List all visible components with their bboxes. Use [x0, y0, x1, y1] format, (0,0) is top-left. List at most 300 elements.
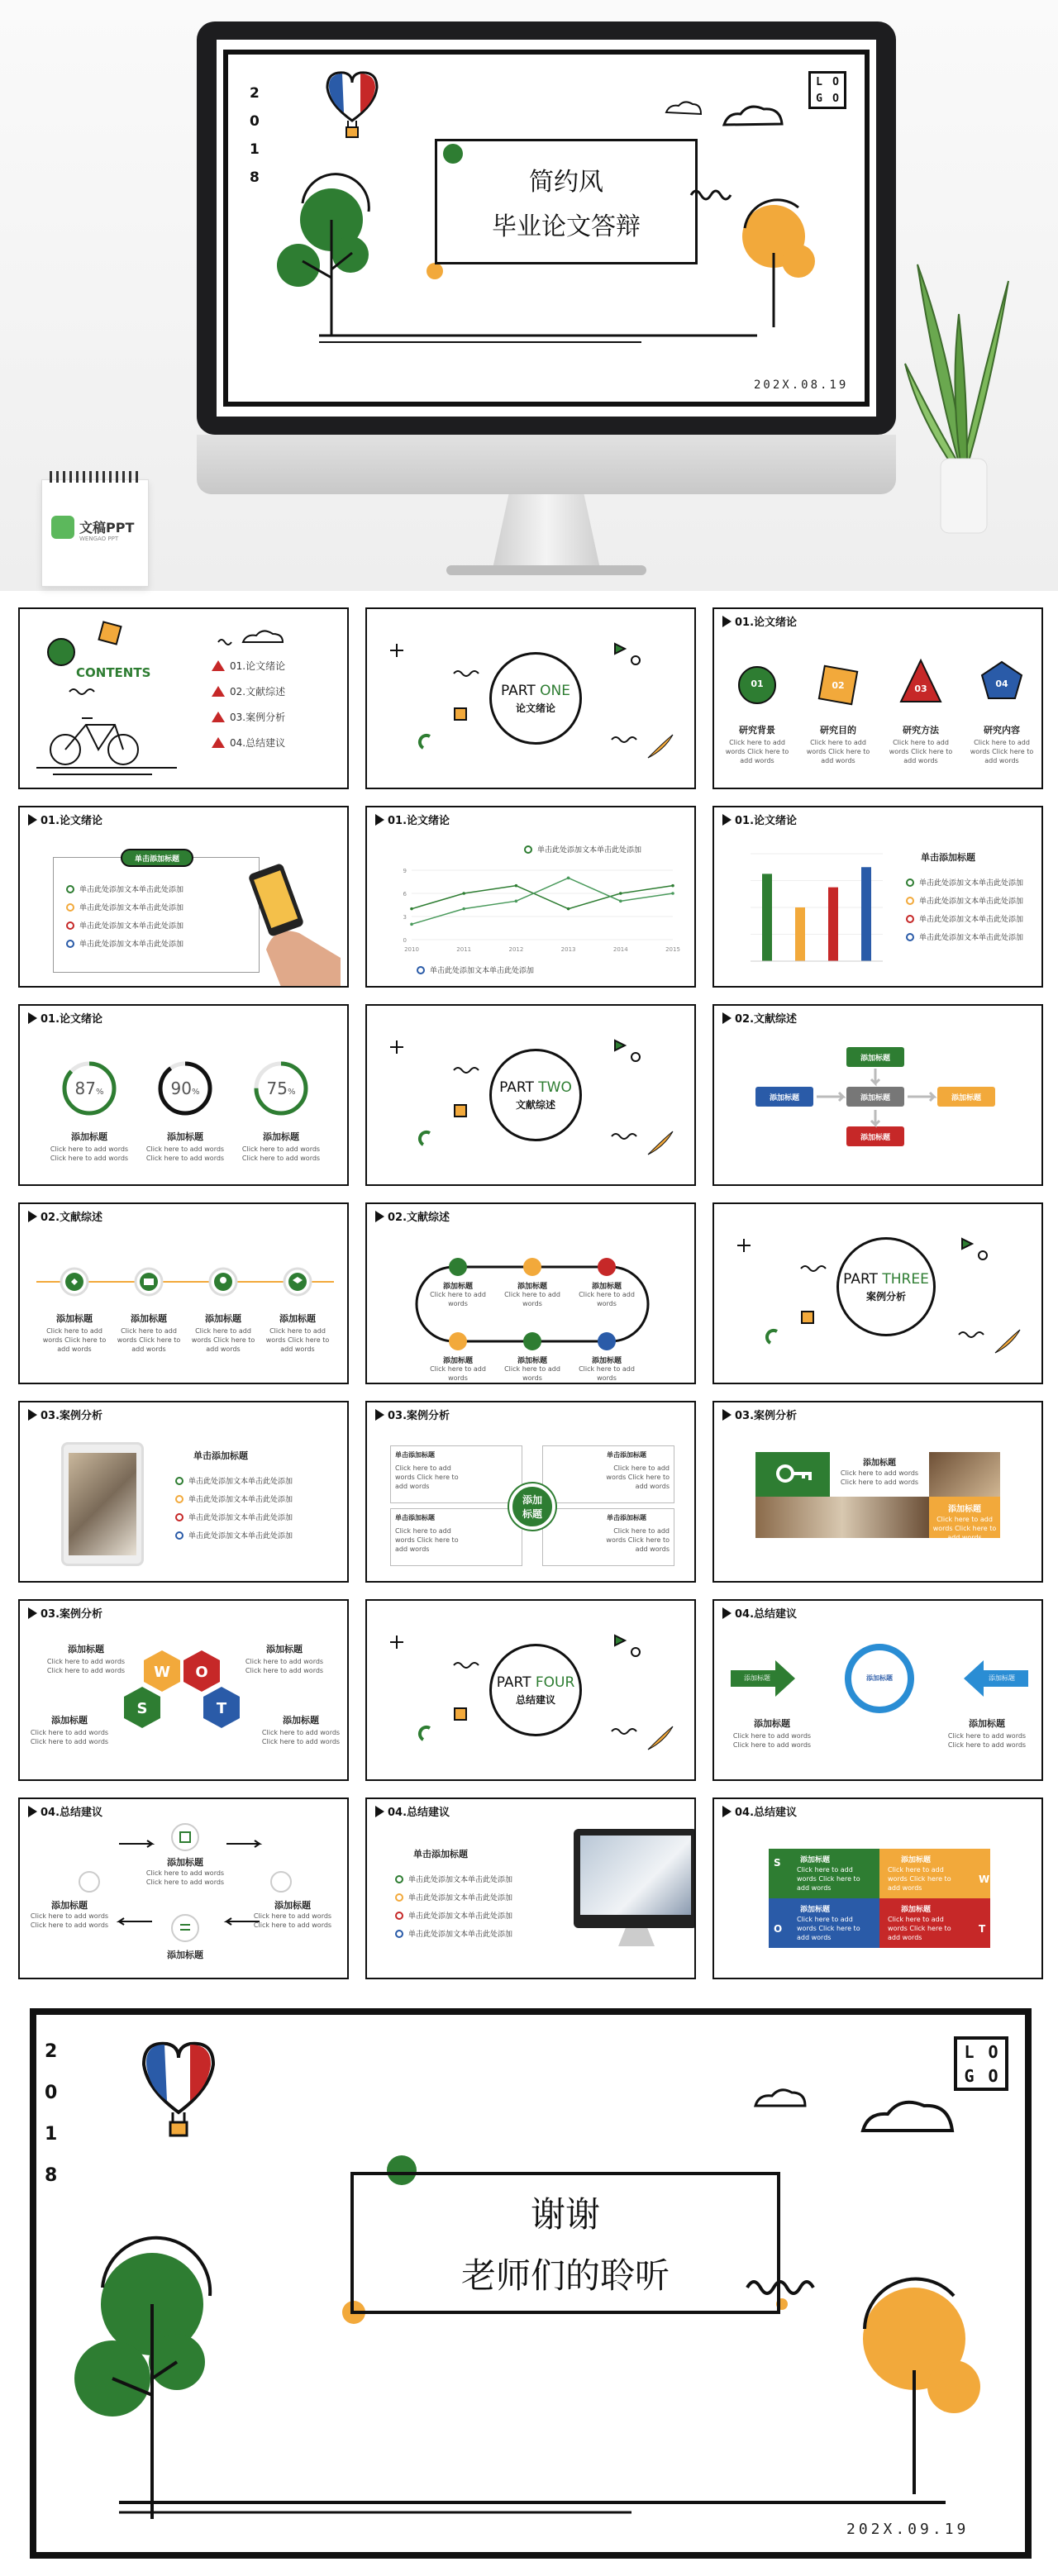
swot-cell-desc: Click here to add words Click here to add words [797, 1916, 860, 1941]
ring-label: 添加标题 [263, 1131, 299, 1142]
contents-list [212, 659, 344, 761]
legend-dot [417, 966, 425, 974]
bar [861, 867, 871, 961]
slide-intro-rings [18, 1004, 349, 1186]
play-icon [375, 1806, 384, 1817]
swot-label: 添加标题 [68, 1644, 104, 1655]
monitor-foot [446, 565, 646, 575]
bullet-dot [175, 1513, 183, 1521]
tablet-photo [61, 1442, 144, 1566]
bullet-dot [906, 915, 914, 923]
list-item [66, 920, 183, 931]
part-title-a: PART [843, 1270, 883, 1288]
swot-letter: S [136, 1700, 148, 1717]
loop-label: 添加标题 [442, 1357, 473, 1365]
imac-screen [580, 1836, 691, 1915]
calendar-sub: WENGAO PPT [79, 536, 119, 542]
orange-dot-decoration [427, 263, 443, 279]
cover-slide [223, 50, 870, 407]
list-item [395, 1928, 512, 1939]
monitor [197, 21, 896, 435]
hero-section [0, 0, 1058, 591]
x-tick-label: 2012 [508, 946, 524, 953]
swot-letter: O [774, 1923, 783, 1935]
loop-desc: Click here to add words [579, 1291, 635, 1307]
shape-number: 01 [751, 679, 764, 689]
plant-icon [901, 248, 1025, 545]
case-box-desc: Click here to add words Click here to add words [395, 1464, 459, 1490]
part-title [843, 1271, 929, 1288]
list-item [906, 931, 1023, 942]
list-item [395, 1910, 512, 1921]
timeline-desc: Click here to add words Click here to add words [117, 1327, 181, 1353]
list-item-text: 单击此处添加文本单击此处添加 [408, 1912, 513, 1921]
slide-part-two [365, 1004, 696, 1186]
series-point [515, 884, 518, 888]
shape-label: 研究方法 [903, 725, 939, 736]
flow-bottom-box: 添加标题 [846, 1126, 904, 1146]
bullet-dot [66, 921, 74, 930]
green-tree-icon [74, 2238, 210, 2519]
bullet-dot [906, 897, 914, 905]
triangle-icon [212, 737, 225, 748]
part-title-b: THREE [882, 1270, 929, 1288]
swot-desc: Click here to add words Click here to add words [46, 1658, 126, 1674]
cover-title-line1: 简约风 [529, 168, 603, 197]
bullet-dot [395, 1893, 403, 1902]
cycle-label: 添加标题 [51, 1900, 88, 1911]
calendar-logo-icon [51, 516, 74, 539]
thanks-line2: 老师们的聆听 [460, 2255, 670, 2296]
key-panel [755, 1452, 830, 1497]
percent-value [152, 1078, 218, 1098]
swot-letter: W [979, 1874, 990, 1885]
contents-item-label: 03.案例分析 [230, 712, 286, 723]
list-item-text: 单击此处添加文本单击此处添加 [79, 922, 184, 931]
imac-icon [574, 1829, 696, 1928]
loop-desc: Click here to add words [504, 1365, 560, 1382]
percent-value [248, 1078, 314, 1098]
cycle-label: 添加标题 [167, 1857, 203, 1868]
part-title-b: FOUR [535, 1674, 575, 1691]
bullet-dot [66, 940, 74, 948]
case-photo-desc: Click here to add words Click here to add words [932, 1516, 997, 1541]
list-item-text: 单击此处添加文本单击此处添加 [79, 904, 184, 912]
contents-item-label: 01.论文绪论 [230, 660, 286, 672]
slide-summary-cycle [18, 1797, 349, 1979]
contents-item[interactable] [212, 659, 344, 673]
green-tree-icon [277, 174, 369, 336]
title-badge: 单击添加标题 [121, 849, 193, 867]
contents-item[interactable] [212, 684, 344, 698]
series-line [412, 878, 673, 924]
year-digit: 2 [45, 2041, 58, 2062]
play-icon [28, 814, 37, 826]
logo-letter: O [988, 2041, 998, 2062]
slide-header-label: 03.案例分析 [41, 1608, 103, 1621]
y-tick-label: 6 [403, 891, 407, 898]
ring-desc: Click here to add words Click here to add words [50, 1145, 129, 1162]
cycle-desc: Click here to add words Click here to add words [253, 1912, 332, 1929]
slide-header-label: 01.论文绪论 [735, 815, 798, 827]
percent-unit: % [95, 1088, 104, 1097]
bullet-list [395, 1874, 512, 1946]
loop-desc: Click here to add words [430, 1365, 486, 1382]
bullet-dot [395, 1930, 403, 1938]
triangle-icon [212, 660, 225, 671]
x-tick-label: 2011 [456, 946, 472, 953]
summary-desc: Click here to add words Click here to add words [732, 1732, 812, 1749]
orange-tree-icon [742, 200, 815, 327]
list-item [395, 1874, 512, 1884]
loop-desc: Click here to add words [504, 1291, 560, 1307]
case-box-title: 单击添加标题 [607, 1451, 646, 1459]
slide-intro-phone [18, 806, 349, 988]
swot-cell-label: 添加标题 [800, 1856, 831, 1864]
bullet-dot [175, 1531, 183, 1540]
slide-intro-4 [712, 607, 1043, 789]
contents-item[interactable] [212, 736, 344, 750]
shape-number: 02 [832, 680, 845, 691]
list-item-text: 单击此处添加文本单击此处添加 [919, 879, 1024, 888]
bullet-list [906, 877, 1023, 950]
loop-label: 添加标题 [442, 1283, 473, 1291]
swot-letter: O [195, 1664, 208, 1681]
series-point [410, 907, 413, 911]
list-item [175, 1512, 293, 1522]
slide-case-photo [712, 1401, 1043, 1583]
bullet-dot [66, 903, 74, 912]
balloon-icon [144, 2044, 213, 2136]
series-point [462, 892, 465, 895]
loop-label: 添加标题 [517, 1283, 547, 1291]
shape-label: 研究背景 [739, 725, 775, 736]
swot-cell-label: 添加标题 [901, 1906, 932, 1914]
part-title-a: PART [499, 1078, 539, 1096]
play-icon [28, 1409, 37, 1421]
part-title-a: PART [496, 1674, 536, 1691]
contents-item-label: 04.总结建议 [230, 737, 286, 749]
part-circle [489, 652, 582, 745]
year-digit: 0 [250, 113, 260, 130]
slide-header [722, 1803, 797, 1819]
flow-right-box: 添加标题 [937, 1087, 995, 1107]
logo-letter: O [988, 2065, 998, 2086]
slide-header-label: 04.总结建议 [735, 1608, 798, 1621]
series-point [671, 884, 674, 888]
slide-header-label: 04.总结建议 [735, 1807, 798, 1819]
loop-label: 添加标题 [517, 1357, 547, 1365]
summary-desc: Click here to add words Click here to add words [947, 1732, 1027, 1749]
part-circle [489, 1049, 582, 1141]
slide-review-loop [365, 1202, 696, 1384]
calendar-rings [50, 471, 141, 483]
case-box-desc: Click here to add words Click here to add words [606, 1464, 670, 1490]
list-item-text: 单击此处添加文本单击此处添加 [408, 1894, 513, 1902]
slide-review-flow [712, 1004, 1043, 1186]
case-box-title: 单击添加标题 [395, 1451, 435, 1459]
year-digit: 8 [45, 2165, 58, 2186]
case-center-circle: 添加 标题 [509, 1483, 555, 1530]
part-title [501, 683, 570, 699]
year-digit: 0 [45, 2083, 58, 2103]
case-title: 单击添加标题 [193, 1450, 248, 1461]
timeline-desc: Click here to add words Click here to add words [265, 1327, 330, 1353]
swot-label: 添加标题 [51, 1715, 88, 1726]
series-point [515, 900, 518, 903]
circle-center-label: 添加标题 [866, 1674, 893, 1682]
swot-cell-desc: Click here to add words Click here to add words [888, 1916, 951, 1941]
shape-label: 研究目的 [820, 725, 856, 736]
series-point [671, 892, 674, 895]
ring-desc: Click here to add words Click here to add words [145, 1145, 225, 1162]
swot-cell-desc: Click here to add words Click here to add words [888, 1866, 951, 1892]
slide-header [375, 812, 450, 827]
legend-dot [524, 845, 532, 854]
cover-date: 202X.08.19 [754, 379, 849, 392]
list-item-text: 单击此处添加文本单击此处添加 [188, 1478, 293, 1486]
play-icon [375, 1409, 384, 1421]
slide-header-label: 03.案例分析 [735, 1410, 798, 1422]
summary-label: 添加标题 [754, 1718, 790, 1729]
logo-letter: L [964, 2041, 975, 2062]
triangle-icon [212, 712, 225, 722]
slide-header-label: 02.文献综述 [41, 1212, 103, 1224]
ring-label: 添加标题 [71, 1131, 107, 1142]
slide-header [722, 1407, 797, 1422]
y-tick-label: 0 [403, 937, 407, 944]
ring-desc: Click here to add words Click here to add words [241, 1145, 321, 1162]
swot-letter: T [216, 1700, 227, 1717]
y-tick-label: 9 [403, 868, 407, 874]
list-item-text: 单击此处添加文本单击此处添加 [408, 1931, 513, 1939]
list-item-text: 单击此处添加文本单击此处添加 [79, 886, 184, 894]
play-icon [722, 1409, 732, 1421]
list-item-text: 单击此处添加文本单击此处添加 [79, 940, 184, 949]
play-icon [722, 1806, 732, 1817]
bullet-dot [175, 1495, 183, 1503]
contents-heading: CONTENTS [76, 665, 151, 680]
percent-number: 87 [74, 1078, 96, 1098]
x-tick-label: 2014 [612, 946, 628, 953]
monitor-screen [217, 40, 876, 417]
summary-label: 添加标题 [969, 1718, 1005, 1729]
slide-header-label: 01.论文绪论 [41, 1013, 103, 1026]
logo-letter: O [832, 75, 839, 88]
monitor-chin [197, 435, 896, 494]
contents-item-label: 02.文献综述 [230, 686, 286, 698]
slide-header [375, 1803, 450, 1819]
logo-letter: G [964, 2065, 975, 2086]
slide-header-label: 03.案例分析 [388, 1410, 450, 1422]
play-icon [375, 814, 384, 826]
bullet-list [66, 883, 183, 956]
case-box-title: 单击添加标题 [395, 1514, 435, 1521]
bar [828, 888, 838, 961]
thanks-line1: 谢谢 [530, 2194, 600, 2235]
slide-contents [18, 607, 349, 789]
swot-cell-label: 添加标题 [901, 1856, 932, 1864]
loop-label: 添加标题 [591, 1283, 622, 1291]
logo-letter: L [816, 75, 822, 88]
list-item [66, 902, 183, 912]
slide-header [722, 812, 797, 827]
loop-desc: Click here to add words [579, 1365, 635, 1382]
timeline-label: 添加标题 [56, 1313, 93, 1324]
part-subtitle: 总结建议 [515, 1693, 555, 1706]
timeline-label: 添加标题 [279, 1313, 316, 1324]
part-circle [836, 1237, 936, 1336]
timeline-label: 添加标题 [131, 1313, 167, 1324]
slide-case-tablet [18, 1401, 349, 1583]
percent-number: 90 [170, 1078, 192, 1098]
office-photo [755, 1497, 929, 1538]
list-item-text: 单击此处添加文本单击此处添加 [188, 1514, 293, 1522]
percent-number: 75 [266, 1078, 288, 1098]
slide-intro-bar-chart [712, 806, 1043, 988]
year-digit: 2 [250, 85, 260, 102]
bar-chart [734, 849, 883, 973]
chart-legend [524, 844, 641, 855]
logo-letter: O [832, 92, 839, 105]
part-subtitle: 文献综述 [515, 1098, 555, 1111]
list-item [906, 895, 1023, 906]
chart-side-title: 单击添加标题 [921, 852, 975, 863]
play-icon [722, 814, 732, 826]
bullet-list [175, 1475, 293, 1548]
bullet-dot [906, 933, 914, 941]
logo-letter: G [816, 92, 822, 105]
slide-part-four [365, 1599, 696, 1781]
swot-label: 添加标题 [266, 1644, 303, 1655]
list-item [906, 877, 1023, 888]
thanks-slide [30, 2008, 1032, 2559]
slide-header-label: 01.论文绪论 [41, 815, 103, 827]
slide-case-swot [18, 1599, 349, 1781]
slide-header-label: 03.案例分析 [41, 1410, 103, 1422]
swot-desc: Click here to add words Click here to add words [245, 1658, 324, 1674]
part-circle [489, 1644, 582, 1736]
timeline-desc: Click here to add words Click here to add words [42, 1327, 107, 1353]
percent-value [56, 1078, 122, 1098]
bullet-dot [906, 879, 914, 887]
y-tick-label: 3 [403, 914, 407, 921]
tablet-image [69, 1453, 136, 1555]
list-item [66, 883, 183, 894]
list-item-text: 单击此处添加文本单击此处添加 [919, 898, 1024, 906]
contents-item[interactable] [212, 710, 344, 724]
summary-arrows-graphic [714, 1601, 1043, 1781]
series-point [567, 907, 570, 911]
year-digit: 1 [45, 2124, 58, 2145]
bullet-dot [175, 1477, 183, 1485]
swot-letter: W [154, 1664, 170, 1681]
cloud-icon [863, 2102, 952, 2131]
loop-desc: Click here to add words [430, 1291, 486, 1307]
percent-unit: % [191, 1088, 200, 1097]
timeline-label: 添加标题 [205, 1313, 241, 1324]
series-point [619, 892, 622, 895]
bullet-dot [395, 1875, 403, 1883]
cloud-icon [666, 102, 701, 114]
shape-desc: Click here to add words Click here to add words [970, 739, 1034, 764]
loop-label: 添加标题 [591, 1357, 622, 1365]
arrow-right-label: 添加标题 [989, 1674, 1015, 1682]
slide-review-timeline [18, 1202, 349, 1384]
cycle-desc: Click here to add words Click here to add words [30, 1912, 109, 1929]
shape-label: 研究内容 [984, 725, 1020, 736]
chart-note [417, 964, 534, 975]
slide-header [375, 1407, 450, 1422]
slide-header-label: 02.文献综述 [388, 1212, 450, 1224]
series-point [410, 923, 413, 926]
note-text: 单击此处添加文本单击此处添加 [430, 967, 535, 975]
triangle-icon [212, 686, 225, 697]
list-item [175, 1493, 293, 1504]
list-item [395, 1892, 512, 1902]
slide-part-three [712, 1202, 1043, 1384]
slide-case-four-box [365, 1401, 696, 1583]
cafe-photo [929, 1452, 1000, 1497]
cover-title-line2: 毕业论文答辩 [492, 212, 641, 241]
flow-left-box: 添加标题 [755, 1087, 813, 1107]
timeline-graphic [20, 1204, 349, 1384]
arrow-left-label: 添加标题 [744, 1674, 770, 1682]
case-box-desc: Click here to add words Click here to add words [395, 1527, 459, 1553]
flow-center-box: 添加标题 [846, 1087, 904, 1107]
summary-list-title: 单击添加标题 [413, 1849, 468, 1859]
part-title-b: ONE [540, 682, 570, 699]
part-title-a: PART [500, 682, 541, 699]
part-title [497, 1674, 575, 1691]
shape-desc: Click here to add words Click here to add words [889, 739, 953, 764]
line-chart [392, 865, 681, 956]
slide-part-one [365, 607, 696, 789]
slide-summary-arrows [712, 1599, 1043, 1781]
hand-phone-icon [241, 859, 349, 988]
cover-title-box [435, 139, 698, 264]
case-box-desc: Click here to add words Click here to add words [606, 1527, 670, 1553]
x-tick-label: 2010 [404, 946, 419, 953]
bullet-dot [395, 1912, 403, 1920]
slide-header [28, 1407, 102, 1422]
slide-intro-line-chart [365, 806, 696, 988]
orange-tree-icon [863, 2279, 980, 2494]
list-item-text: 单击此处添加文本单击此处添加 [919, 916, 1024, 924]
balloon-icon [327, 73, 377, 137]
thanks-date: 202X.09.19 [846, 2521, 970, 2538]
slide-header [28, 812, 102, 827]
thanks-title-box [350, 2172, 780, 2314]
part-title [499, 1079, 572, 1096]
key-icon [755, 1452, 830, 1497]
slide-header-label: 01.论文绪论 [735, 617, 798, 629]
x-tick-label: 2015 [665, 946, 680, 953]
monitor-stand [493, 494, 600, 569]
cloud-icon [724, 107, 782, 125]
slide-header-label: 04.总结建议 [41, 1807, 103, 1819]
series-point [567, 877, 570, 880]
cloud-icon [755, 2090, 805, 2106]
year-digit: 1 [250, 141, 260, 158]
case-photo-title: 添加标题 [863, 1459, 896, 1468]
shape-desc: Click here to add words Click here to add words [725, 739, 789, 764]
swot-letter: S [774, 1857, 781, 1869]
list-item [175, 1530, 293, 1540]
slide-header-label: 02.文献综述 [735, 1013, 798, 1026]
list-item [66, 938, 183, 949]
cycle-label: 添加标题 [274, 1900, 311, 1911]
